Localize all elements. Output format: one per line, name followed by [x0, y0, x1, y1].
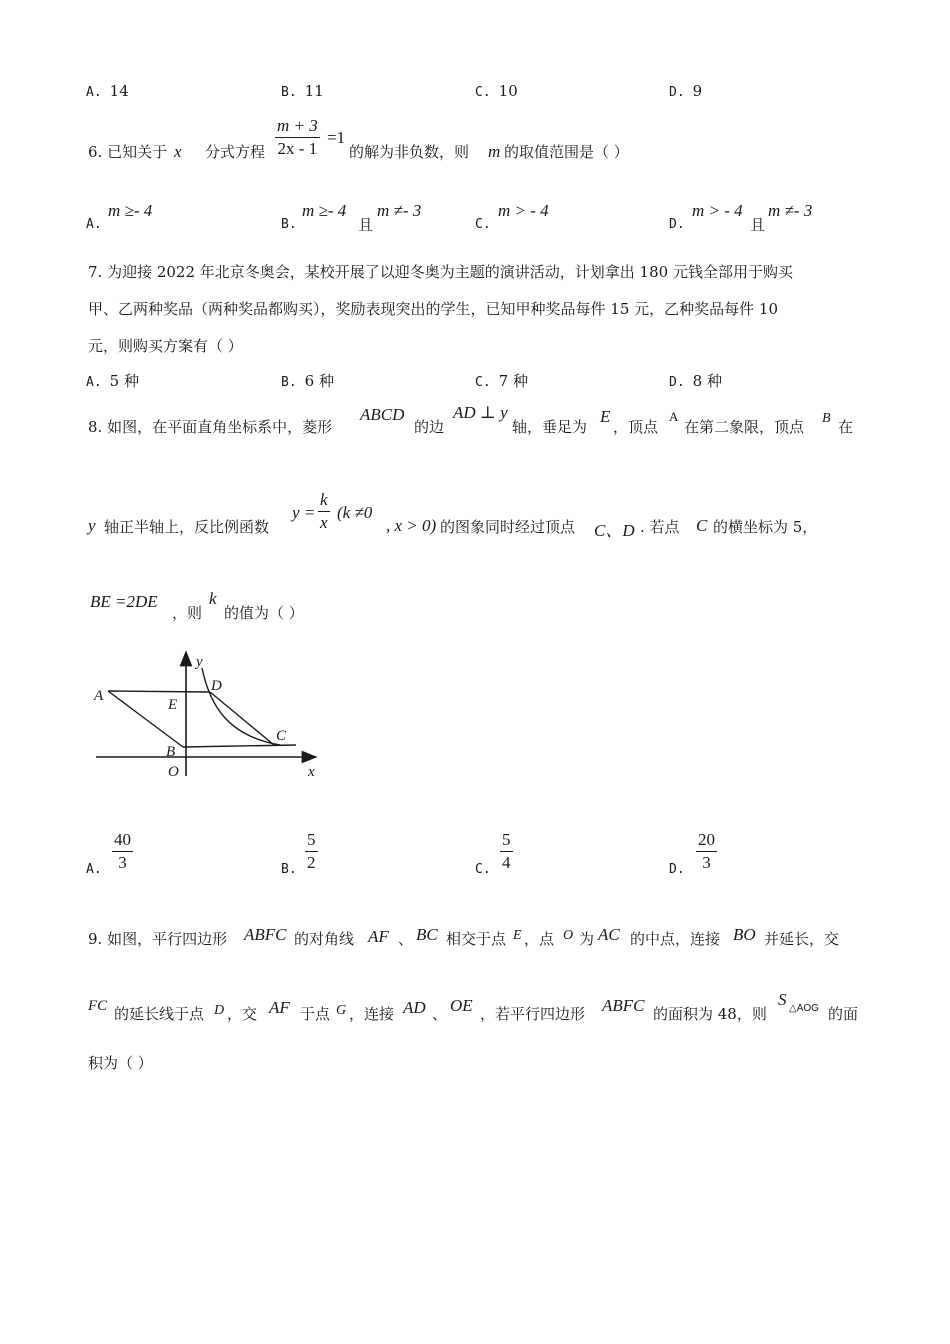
q8-figure	[88, 646, 328, 786]
q9-text: 的面积为 48，则	[653, 1005, 767, 1023]
label-e: E	[168, 697, 178, 713]
equals-one: =1	[327, 128, 346, 147]
var-bo: BO	[733, 925, 756, 944]
q6-text: 的取值范围是（ ）	[504, 143, 629, 161]
var-e: E	[513, 928, 522, 943]
q6-text: 已知关于	[107, 143, 168, 161]
q8-option-a	[86, 859, 110, 877]
var-ad: AD	[403, 998, 426, 1017]
q8-text: . 若点	[640, 518, 680, 536]
fraction-denominator: 2x - 1	[277, 139, 318, 158]
q9-text: 的对角线	[294, 930, 355, 948]
function-condition: , x > 0)	[386, 516, 437, 535]
edge-dc	[210, 692, 274, 745]
label-a: A	[94, 688, 104, 704]
option-value: 9	[692, 82, 703, 100]
var-ac: AC	[598, 925, 620, 944]
var-abfc: ABFC	[244, 925, 287, 944]
q8-option-b-fraction	[305, 829, 318, 874]
q8-text: 如图，在平面直角坐标系中，菱形	[107, 418, 333, 436]
option-label: D.	[669, 85, 685, 100]
q6-text: 的解为非负数，则	[349, 143, 470, 161]
option-expr: m ≠- 3	[768, 201, 813, 220]
option-label: A.	[86, 85, 102, 100]
q9-stem-line3: 积为（ ）	[88, 1054, 153, 1072]
var-a: A	[669, 409, 679, 424]
option-label: C.	[475, 862, 491, 877]
q8-option-c-fraction	[500, 829, 513, 874]
function-y-equals: y =	[292, 503, 316, 522]
expr-be-2de: BE =2DE	[90, 592, 158, 611]
q8-text: 在	[838, 418, 854, 436]
option-value: 5 种	[109, 372, 139, 390]
q6-option-d	[669, 214, 693, 232]
q9-text: 、	[432, 1005, 448, 1023]
option-expr: m ≠- 3	[377, 201, 422, 220]
q9-text: 、	[398, 930, 414, 948]
q8-option-b	[281, 859, 305, 877]
var-af: AF	[269, 998, 290, 1017]
option-expr: m > - 4	[498, 201, 549, 220]
fraction-numerator: m + 3	[275, 115, 320, 138]
option-label: D.	[669, 862, 685, 877]
option-expr: m ≥- 4	[302, 201, 347, 220]
option-label: A.	[86, 217, 102, 232]
q6-text: 分式方程	[205, 143, 266, 161]
var-c-d: C、D	[594, 521, 635, 540]
option-label: B.	[281, 862, 297, 877]
option-value: 6 种	[304, 372, 334, 390]
fraction-numerator: 5	[500, 829, 513, 852]
q9-text: 的面	[828, 1005, 859, 1023]
option-label: A.	[86, 862, 102, 877]
option-expr: m ≥- 4	[108, 201, 153, 220]
var-b: B	[822, 411, 831, 426]
option-conjunction: 且	[750, 216, 766, 234]
option-value: 8 种	[692, 372, 722, 390]
q7-option-c	[475, 370, 528, 391]
label-o: O	[168, 764, 179, 780]
q8-text: 在第二象限，顶点	[684, 418, 805, 436]
var-x: x	[174, 142, 182, 161]
q8-function-fraction	[318, 489, 330, 534]
q8-text: 的边	[414, 418, 445, 436]
option-value: 10	[498, 82, 518, 100]
q7-stem-line3: 元，则购买方案有（ ）	[88, 337, 243, 355]
q7-option-b	[281, 370, 334, 391]
q8-option-c	[475, 859, 499, 877]
label-c: C	[276, 728, 287, 744]
fraction-numerator: 40	[112, 829, 133, 852]
edge-ad	[108, 691, 210, 692]
q7-option-a	[86, 370, 139, 391]
q9-text: ，点	[524, 930, 555, 948]
q5-option-c	[475, 82, 518, 100]
var-fc: FC	[88, 998, 108, 1014]
q8-text: 的值为（ ）	[224, 604, 304, 622]
q8-text: 的横坐标为 5，	[713, 518, 818, 536]
q6-option-c	[475, 214, 499, 232]
var-o: O	[563, 928, 574, 943]
q8-text: 轴，垂足为	[512, 418, 588, 436]
q9-text: 于点	[300, 1005, 331, 1023]
option-label: C.	[475, 217, 491, 232]
q7-stem-line1: 7. 为迎接 2022 年北京冬奥会，某校开展了以迎冬奥为主题的演讲活动，计划拿出 180 元钱全部用于购买	[88, 263, 793, 281]
q6-stem-start	[88, 141, 167, 162]
question-number: 8.	[88, 418, 103, 436]
var-s: S	[778, 990, 787, 1009]
q8-option-a-fraction	[112, 829, 133, 874]
q8-text: 的图象同时经过顶点	[440, 518, 576, 536]
q5-option-b	[281, 82, 324, 100]
q8-option-d-fraction	[696, 829, 717, 874]
q6-fraction	[275, 115, 320, 160]
q9-text: 并延长，交	[764, 930, 840, 948]
fraction-numerator: k	[318, 489, 330, 512]
var-abfc: ABFC	[602, 996, 645, 1015]
var-g: G	[336, 1003, 347, 1018]
option-label: B.	[281, 85, 297, 100]
q9-text: 的延长线于点	[114, 1005, 205, 1023]
label-d: D	[211, 678, 222, 694]
q5-option-a	[86, 82, 129, 100]
option-conjunction: 且	[358, 216, 374, 234]
q8-stem-start	[88, 416, 332, 437]
q5-option-d	[669, 82, 702, 100]
var-ad-perp-y: AD ⊥ y	[453, 403, 508, 422]
function-condition: (k ≠0	[337, 503, 373, 522]
fraction-denominator: 4	[502, 853, 511, 872]
option-label: D.	[669, 375, 685, 390]
var-abcd: ABCD	[360, 405, 405, 424]
option-expr: m > - 4	[692, 201, 743, 220]
q7-option-d	[669, 370, 722, 391]
label-x: x	[308, 764, 315, 780]
option-label: D.	[669, 217, 685, 232]
q9-text: 的中点，连接	[630, 930, 721, 948]
option-value: 7 种	[498, 372, 528, 390]
var-c: C	[696, 516, 708, 535]
var-m: m	[488, 142, 501, 161]
q9-text: ，交	[227, 1005, 258, 1023]
option-label: B.	[281, 217, 297, 232]
option-label: C.	[475, 375, 491, 390]
option-label: B.	[281, 375, 297, 390]
option-value: 14	[109, 82, 129, 100]
fraction-denominator: 3	[702, 853, 711, 872]
question-number: 9.	[88, 930, 103, 948]
option-value: 11	[304, 82, 324, 100]
label-b: B	[166, 744, 176, 760]
q6-option-a	[86, 214, 110, 232]
fraction-denominator: 2	[307, 853, 316, 872]
q7-stem-line2: 甲、乙两种奖品（两种奖品都购买），奖励表现突出的学生，已知甲种奖品每件 15 元，乙种奖品每件 10	[88, 300, 778, 318]
option-label: C.	[475, 85, 491, 100]
var-af: AF	[368, 927, 389, 946]
q8-text: 轴正半轴上，反比例函数	[104, 518, 270, 536]
fraction-denominator: 3	[118, 853, 127, 872]
var-d: D	[214, 1003, 225, 1018]
var-y: y	[88, 516, 96, 535]
area-subscript: △AOG	[789, 1003, 819, 1014]
question-number: 6.	[88, 143, 103, 161]
q9-text: ，若平行四边形	[480, 1005, 586, 1023]
q9-text: 如图，平行四边形	[107, 930, 228, 948]
q9-text: 相交于点	[446, 930, 507, 948]
q9-stem-start	[88, 928, 227, 949]
var-e: E	[600, 407, 611, 426]
label-y: y	[196, 654, 203, 670]
var-oe: OE	[450, 996, 473, 1015]
var-k: k	[209, 589, 217, 608]
q8-text: ，顶点	[613, 418, 659, 436]
q8-text: ，则	[172, 604, 203, 622]
fraction-numerator: 5	[305, 829, 318, 852]
fraction-numerator: 20	[696, 829, 717, 852]
q9-text: ，连接	[349, 1005, 395, 1023]
option-label: A.	[86, 375, 102, 390]
q9-text: 为	[579, 930, 595, 948]
fraction-denominator: x	[320, 513, 328, 532]
var-bc: BC	[416, 925, 438, 944]
q8-option-d	[669, 859, 693, 877]
